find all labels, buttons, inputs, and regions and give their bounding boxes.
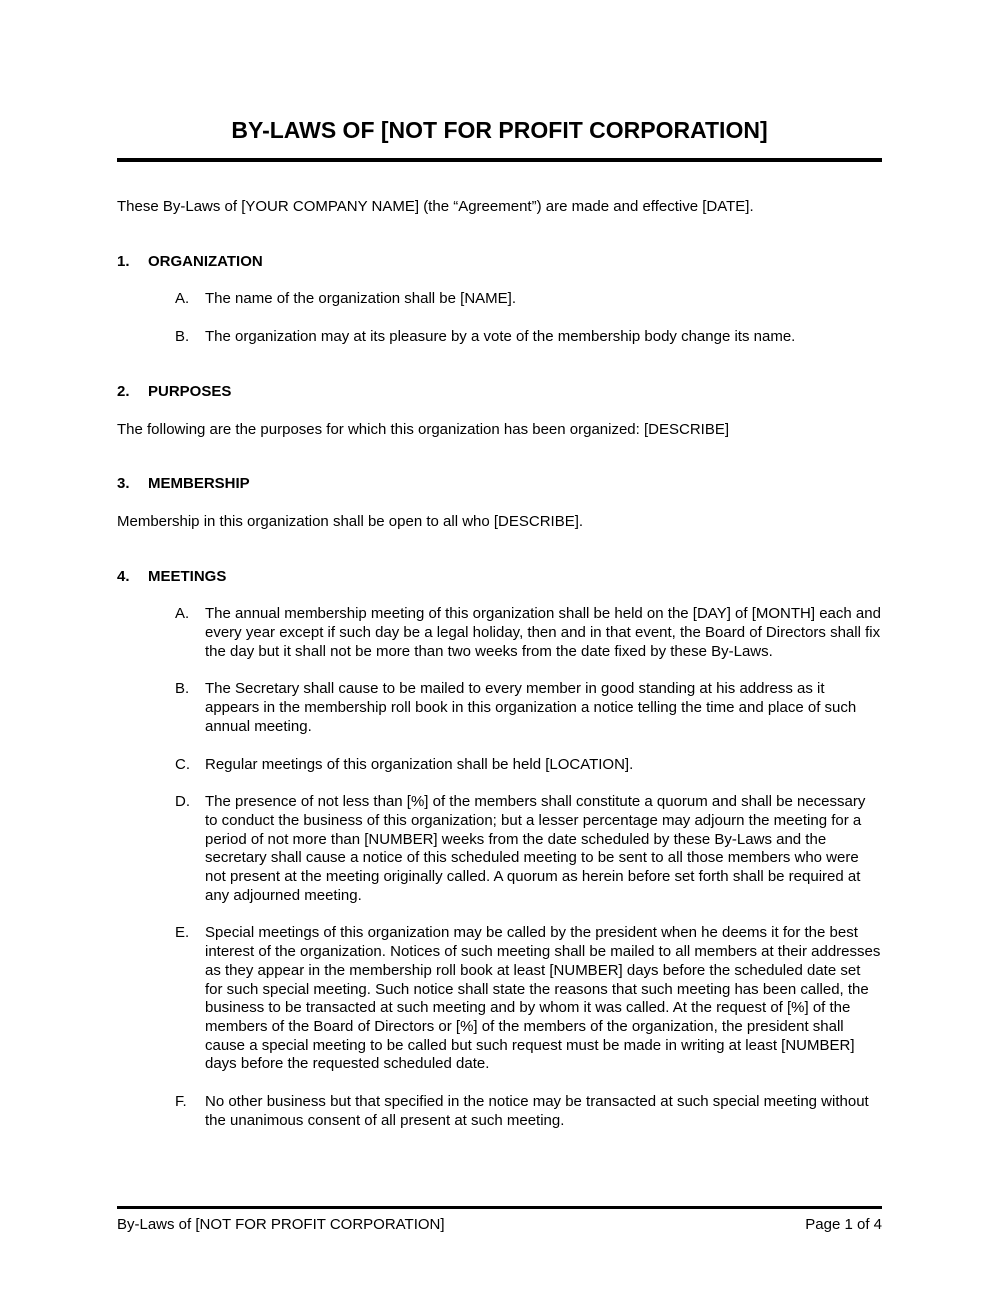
item-letter: F.	[175, 1093, 187, 1111]
section-title: ORGANIZATION	[148, 252, 263, 270]
list-item	[117, 924, 882, 1074]
section-heading	[117, 475, 882, 494]
intro-paragraph: These By-Laws of [YOUR COMPANY NAME] (the “Agreement”) are made and effective [DATE].	[117, 198, 754, 215]
item-letter: B.	[175, 680, 190, 698]
item-letter: A.	[175, 605, 190, 623]
item-text: Regular meetings of this organization shall be held [LOCATION].	[205, 755, 634, 773]
section-title: MEMBERSHIP	[148, 475, 250, 493]
item-text: No other business but that specified in the notice may be transacted at such special meeting without the unanimous consent of all present at such meeting.	[205, 1093, 869, 1129]
section-paragraph: The following are the purposes for which this organization has been organized: [DESCRIBE]	[117, 420, 730, 438]
item-letter: A.	[175, 290, 190, 308]
section-purposes	[117, 383, 882, 439]
section-title: MEETINGS	[148, 567, 227, 585]
item-text: The presence of not less than [%] of the members shall constitute a quorum and shall be necessary to conduct the business of this organization; but a lesser percentage may adjourn the meeting for a period of not more than [NUMBER] weeks from the date scheduled by these By-Laws and the secretary shall cause a notice of this scheduled meeting to be sent to all those members who were not present at the meeting originally called. A quorum as herein before set forth shall be required at any adjourned meeting.	[205, 793, 866, 904]
item-text: The organization may at its pleasure by a vote of the membership body change its name.	[205, 328, 796, 346]
item-letter: D.	[175, 793, 190, 811]
section-number: 1.	[117, 252, 130, 270]
list-item	[117, 1093, 882, 1130]
section-meetings	[117, 568, 882, 1131]
list-item	[117, 328, 882, 347]
section-paragraph: Membership in this organization shall be open to all who [DESCRIBE].	[117, 512, 584, 530]
item-text: The annual membership meeting of this organization shall be held on the [DAY] of [MONTH] each and every year except if such day be a legal holiday, then and in that event, the Board of Directors shall fix the day but it shall not be more than two weeks from the date fixed by these By-Laws.	[205, 605, 881, 660]
list-item	[117, 680, 882, 736]
footer-page-number: Page 1 of 4	[805, 1216, 882, 1233]
list-item	[117, 290, 882, 309]
title-divider-rule	[117, 158, 882, 162]
item-text: Special meetings of this organization may be called by the president when he deems it for the best interest of the organization. Notices of such meeting shall be mailed to all members at their addresses as they appear in the membership roll book at least [NUMBER] days before the scheduled date set for such special meeting. Such notice shall state the reasons that such meeting has been called, the business to be transacted at such meeting and by whom it was called. At the request of [%] of the members of the Board of Directors or [%] of the members of the organization, the president shall cause a special meeting to be called but such request must be made in writing at least [NUMBER] days before the requested scheduled date.	[205, 924, 881, 1073]
section-number: 2.	[117, 382, 130, 400]
section-heading	[117, 383, 882, 402]
section-number: 4.	[117, 567, 130, 585]
page-footer	[117, 1206, 882, 1235]
document-title: BY-LAWS OF [NOT FOR PROFIT CORPORATION]	[231, 117, 768, 143]
item-text: The name of the organization shall be [NAME].	[205, 290, 517, 308]
section-heading	[117, 253, 882, 272]
list-item	[117, 793, 882, 905]
section-title: PURPOSES	[148, 382, 232, 400]
item-letter: E.	[175, 924, 190, 942]
item-text: The Secretary shall cause to be mailed to every member in good standing at his address as it appears in the membership roll book in this organization a notice telling the time and place of such annual meeting.	[205, 680, 857, 735]
list-item	[117, 605, 882, 661]
footer-document-title: By-Laws of [NOT FOR PROFIT CORPORATION]	[117, 1216, 445, 1233]
section-number: 3.	[117, 475, 130, 493]
section-membership	[117, 475, 882, 531]
item-letter: C.	[175, 755, 190, 773]
list-item	[117, 756, 882, 775]
section-heading	[117, 568, 882, 587]
item-letter: B.	[175, 328, 190, 346]
section-organization	[117, 253, 882, 347]
